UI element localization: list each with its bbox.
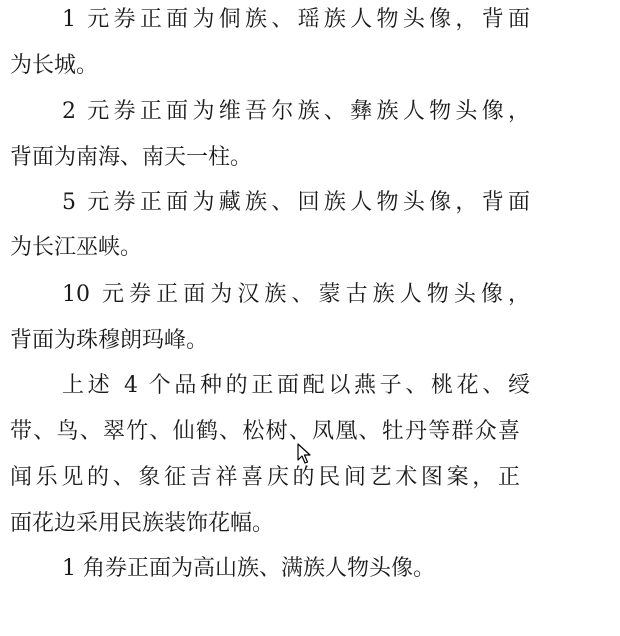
paragraph-4-line-2: 背面为珠穆朗玛峰。 [10, 328, 209, 353]
paragraph-6-line-1: 1 角券正面为高山族、满族人物头像。 [62, 556, 435, 581]
paragraph-5-line-2: 带、鸟、翠竹、仙鹤、松树、凤凰、牡丹等群众喜 [10, 419, 520, 444]
paragraph-1-line-1: 1 元券正面为侗族、瑶族人物头像，背面 [62, 7, 530, 32]
paragraph-3-line-2: 为长江巫峡。 [10, 235, 143, 260]
paragraph-1-line-2: 为长城。 [10, 53, 99, 78]
paragraph-2-line-2: 背面为南海、南天一柱。 [10, 145, 253, 170]
mouse-pointer-icon [297, 443, 311, 465]
paragraph-5-line-1: 上述 4 个品种的正面配以燕子、桃花、绶 [62, 373, 530, 398]
paragraph-2-line-1: 2 元券正面为维吾尔族、彝族人物头像， [62, 99, 530, 124]
paragraph-5-line-4: 面花边采用民族装饰花幅。 [10, 511, 275, 536]
paragraph-3-line-1: 5 元券正面为藏族、回族人物头像，背面 [62, 190, 530, 215]
paragraph-5-line-3: 闻乐见的、象征吉祥喜庆的民间艺术图案，正 [10, 465, 520, 490]
paragraph-4-line-1: 10 元券正面为汉族、蒙古族人物头像， [62, 282, 530, 307]
